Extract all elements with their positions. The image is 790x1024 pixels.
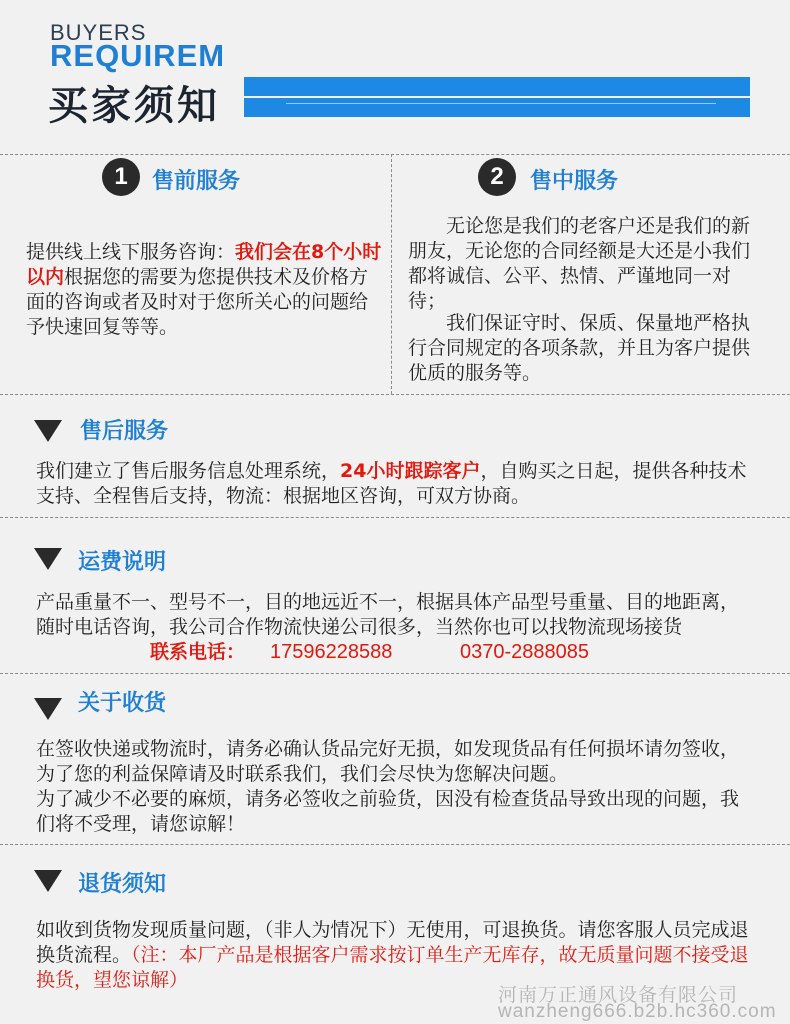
- arrow-down-icon: [34, 870, 62, 892]
- contact-label: 联系电话：: [150, 641, 246, 663]
- mid-sale-para1: 无论您是我们的老客户还是我们的新朋友，无论您的合同经额是大还是小我们都将诚信、公平、热情、严谨地同一对待；: [408, 215, 751, 312]
- returns-highlight: （注：本厂产品是根据客户需求按订单生产无库存，故无质量问题不接受退换货，望您谅解）: [36, 944, 749, 991]
- after-sale-text-b: ，自购买之日起，提供各种技术支持、全程售后支持，物流：根据地区咨询，可双方协商。: [36, 460, 747, 507]
- page-title: 买家须知: [48, 83, 220, 129]
- divider: [0, 673, 790, 674]
- phone-number-1: 17596228588: [270, 641, 393, 663]
- header-en-line1: BUYERS: [50, 20, 147, 45]
- receiving-para2: 为了减少不必要的麻烦，请务必签收之前验货，因没有检查货品导致出现的问题，我们将不受理，请您谅解！: [36, 788, 740, 835]
- after-sale-text: [36, 459, 756, 509]
- divider: [0, 844, 790, 845]
- pre-sale-text-a: 提供线上线下服务咨询：: [26, 241, 236, 263]
- receiving-para1: 在签收快递或物流时，请务必确认货品完好无损，如发现货品有任何损坏请勿签收，为了您的利益保障请及时联系我们，我们会尽快为您解决问题。: [36, 738, 740, 785]
- header-bar-stripe: [244, 96, 750, 98]
- arrow-down-icon: [34, 698, 62, 720]
- watermark-company: 河南万正通风设备有限公司: [498, 985, 739, 1006]
- number-badge-1: 1: [102, 158, 140, 196]
- header-bar-stripe-thin: [286, 103, 716, 104]
- divider: [0, 394, 790, 395]
- shipping-text: 产品重量不一、型号不一，目的地远近不一，根据具体产品型号重量、目的地距离，随时电话咨询，我公司合作物流快递公司很多，当然你也可以找物流现场接货: [36, 591, 740, 638]
- pre-sale-highlight: 我们会在8个小时以内: [26, 241, 382, 288]
- section-title-receiving: 关于收货: [78, 691, 167, 716]
- arrow-down-icon: [34, 420, 62, 442]
- header-en-line2: REQUIREM: [50, 38, 226, 73]
- section-title-returns: 退货须知: [78, 872, 167, 897]
- after-sale-text-a: 我们建立了售后服务信息处理系统，: [36, 460, 341, 482]
- column-divider: [391, 154, 392, 394]
- pre-sale-text: [26, 240, 384, 340]
- arrow-down-icon: [34, 548, 62, 570]
- divider: [0, 517, 790, 518]
- after-sale-highlight: 24小时跟踪客户: [340, 460, 481, 482]
- section-title-mid-sale: 售中服务: [530, 169, 619, 194]
- section-title-pre-sale: 售前服务: [152, 169, 241, 194]
- phone-number-2: 0370-2888085: [460, 641, 590, 663]
- watermark-url: wanzheng666.b2b.hc360.com: [498, 1001, 777, 1022]
- number-badge-2: 2: [478, 158, 516, 196]
- mid-sale-para2: 我们保证守时、保质、保量地严格执行合同规定的各项条款，并且为客户提供优质的服务等。: [408, 312, 751, 384]
- pre-sale-text-b: 根据您的需要为您提供技术及价格方面的咨询或者及时对于您所关心的问题给予快速回复等等。: [26, 266, 369, 338]
- divider: [0, 154, 790, 155]
- section-title-shipping: 运费说明: [78, 550, 167, 575]
- section-title-after-sale: 售后服务: [80, 419, 169, 444]
- returns-text-a: 如收到货物发现质量问题，（非人为情况下）无使用，可退换货。请您客服人员完成退换货流程。: [36, 919, 749, 966]
